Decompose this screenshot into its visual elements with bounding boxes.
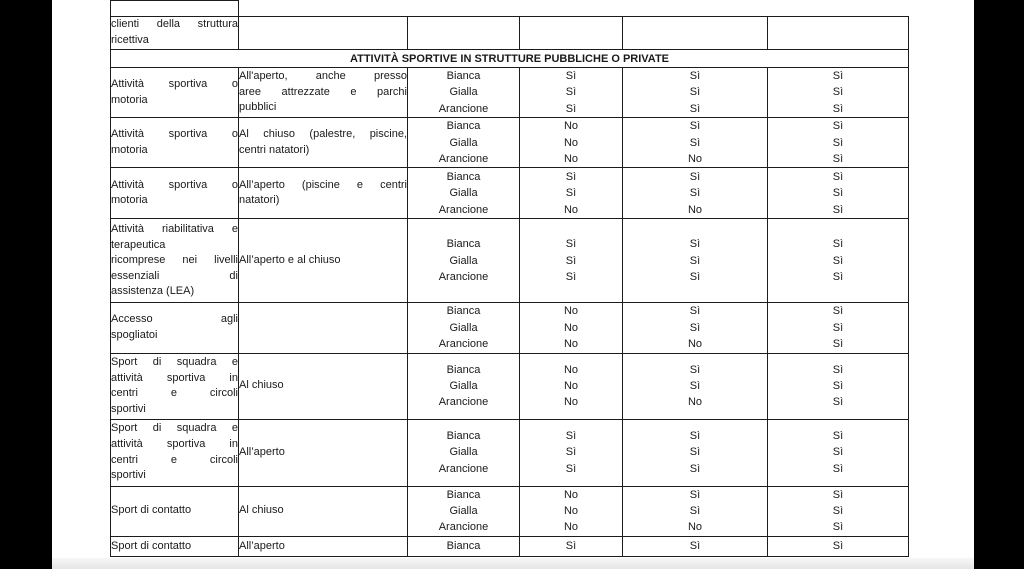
location-cell — [239, 353, 408, 419]
activity-cell-line: essenziali di — [111, 269, 238, 282]
activity-cell-line: Attività sportiva o — [111, 78, 238, 91]
location-cell-line: Al chiuso — [239, 504, 284, 517]
value-cell-line: Sì — [689, 271, 701, 284]
value-cell — [520, 17, 623, 50]
value-cell — [768, 17, 909, 50]
location-cell — [239, 118, 408, 168]
table-row — [111, 17, 909, 50]
value-cell — [768, 303, 909, 353]
value-cell-line: Sì — [832, 153, 844, 166]
value-cell-line: No — [563, 321, 579, 334]
value-cell-line: Sì — [689, 70, 701, 82]
zone-cell-line: Bianca — [446, 170, 481, 183]
value-cell-line: Sì — [689, 305, 701, 318]
activity-cell-line: centri e circoli — [111, 387, 238, 400]
zone-cell-line: Arancione — [438, 153, 489, 166]
zone-cell — [408, 486, 520, 536]
activity-cell-line: terapeutica — [111, 238, 166, 251]
value-cell — [768, 168, 909, 219]
value-cell — [623, 168, 768, 219]
value-cell-line: Sì — [832, 363, 844, 376]
value-cell-line: Sì — [832, 86, 844, 99]
document-page — [52, 0, 974, 569]
value-cell — [768, 486, 909, 536]
value-cell-line: No — [563, 396, 579, 409]
zone-cell-line: Arancione — [438, 462, 489, 475]
value-cell-line: No — [563, 379, 579, 392]
activity-cell — [111, 353, 239, 419]
activity-cell-line: Attività sportiva o — [111, 128, 238, 141]
value-cell — [520, 118, 623, 168]
location-cell-line: centri natatori) — [239, 143, 310, 156]
activity-cell — [111, 536, 239, 556]
activity-cell-line: attività sportiva in — [111, 371, 238, 384]
value-cell — [768, 353, 909, 419]
activity-cell-line: Sport di contatto — [111, 504, 192, 517]
value-cell-line: No — [687, 203, 703, 216]
value-cell-line: No — [687, 338, 703, 351]
zone-cell-line: Bianca — [446, 238, 481, 251]
value-cell-line: Sì — [565, 86, 577, 99]
location-cell-line: All’aperto — [239, 445, 285, 458]
zone-cell-line: Gialla — [449, 379, 478, 392]
value-cell-line: Sì — [565, 254, 577, 267]
location-cell-line: Al chiuso — [239, 379, 284, 392]
value-cell-line: Sì — [565, 238, 577, 251]
value-cell — [623, 536, 768, 556]
value-cell — [520, 219, 623, 303]
value-cell — [768, 118, 909, 168]
activity-cell-line: motoria — [111, 194, 148, 207]
location-cell — [239, 303, 408, 353]
table-row — [111, 68, 909, 118]
activity-cell-line: clienti della struttura — [111, 18, 238, 31]
zone-cell-line: Bianca — [446, 430, 481, 443]
value-cell-line: No — [563, 136, 579, 149]
location-cell-line: Al chiuso (palestre, piscine, — [239, 128, 407, 141]
value-cell-line: Sì — [689, 187, 701, 200]
value-cell-line: No — [563, 521, 579, 534]
table-row — [111, 419, 909, 486]
zone-cell — [408, 219, 520, 303]
value-cell-line: Sì — [832, 203, 844, 216]
location-cell — [239, 168, 408, 219]
zone-cell-line: Arancione — [438, 203, 489, 216]
value-cell-line: Sì — [689, 321, 701, 334]
zone-cell — [408, 168, 520, 219]
value-cell-line: No — [563, 120, 579, 133]
activity-cell-line: ricomprese nei livelli — [111, 254, 238, 267]
zone-cell — [408, 536, 520, 556]
value-cell-line: Sì — [689, 505, 701, 518]
value-cell-line: Sì — [832, 305, 844, 318]
table-row — [111, 118, 909, 168]
value-cell-line: Sì — [832, 238, 844, 251]
value-cell-line: Sì — [689, 540, 701, 553]
value-cell-line: Sì — [832, 102, 844, 115]
zone-cell-line: Arancione — [438, 338, 489, 351]
letterbox-left — [0, 0, 52, 569]
zone-cell — [408, 419, 520, 486]
value-cell-line: Sì — [832, 187, 844, 200]
value-cell — [520, 536, 623, 556]
zone-cell — [408, 303, 520, 353]
table-row — [111, 353, 909, 419]
value-cell-line: No — [687, 521, 703, 534]
activity-cell — [111, 168, 239, 219]
value-cell — [768, 68, 909, 118]
value-cell-line: Sì — [832, 540, 844, 553]
location-cell — [239, 68, 408, 118]
value-cell-line: No — [563, 203, 579, 216]
activity-cell-line: motoria — [111, 93, 148, 106]
value-cell-line: Sì — [832, 136, 844, 149]
value-cell-line: Sì — [832, 396, 844, 409]
location-cell — [239, 419, 408, 486]
value-cell — [623, 303, 768, 353]
main-table — [110, 16, 909, 557]
table-row — [111, 168, 909, 219]
value-cell — [520, 168, 623, 219]
value-cell-line: Sì — [832, 70, 844, 82]
value-cell-line: Sì — [832, 462, 844, 475]
location-cell-line: All'aperto, anche presso — [239, 70, 407, 83]
value-cell-line: Sì — [689, 170, 701, 183]
value-cell-line: Sì — [565, 70, 577, 82]
activity-cell-line: motoria — [111, 143, 148, 156]
value-cell — [520, 68, 623, 118]
activity-cell-line: Sport di squadra e — [111, 355, 238, 368]
zone-cell — [408, 353, 520, 419]
zone-cell-line: Arancione — [438, 521, 489, 534]
value-cell-line: Sì — [689, 379, 701, 392]
zone-cell — [408, 68, 520, 118]
value-cell-line: Sì — [689, 446, 701, 459]
zone-cell-line: Bianca — [446, 305, 481, 318]
value-cell-line: Sì — [689, 86, 701, 99]
zone-cell-line: Gialla — [449, 254, 478, 267]
activity-cell-line: Attività sportiva o — [111, 178, 238, 191]
zone-cell-line: Bianca — [446, 488, 481, 501]
value-cell — [768, 536, 909, 556]
activity-cell-line: Accesso agli — [111, 313, 238, 326]
value-cell-line: Sì — [689, 238, 701, 251]
value-cell-line: Sì — [832, 430, 844, 443]
activity-cell-line: ricettiva — [111, 34, 149, 46]
table-body — [111, 17, 909, 557]
value-cell-line: No — [687, 396, 703, 409]
clipped-row-border — [110, 0, 239, 1]
section-header: ATTIVITÀ SPORTIVE IN STRUTTURE PUBBLICHE O PRIVATE — [111, 50, 909, 68]
value-cell-line: No — [563, 363, 579, 376]
value-cell-line: Sì — [832, 120, 844, 133]
value-cell-line: Sì — [832, 321, 844, 334]
value-cell — [520, 353, 623, 419]
value-cell — [768, 419, 909, 486]
location-cell — [239, 219, 408, 303]
location-cell — [239, 17, 408, 50]
value-cell — [623, 353, 768, 419]
value-cell-line: Sì — [832, 521, 844, 534]
table-row — [111, 486, 909, 536]
value-cell-line: No — [687, 153, 703, 166]
value-cell — [623, 419, 768, 486]
value-cell-line: No — [563, 505, 579, 518]
zone-cell-line: Gialla — [449, 321, 478, 334]
table-row — [111, 219, 909, 303]
zone-cell-line: Arancione — [438, 271, 489, 284]
value-cell-line: Sì — [565, 170, 577, 183]
value-cell-line: Sì — [565, 540, 577, 553]
activity-cell — [111, 219, 239, 303]
value-cell-line: No — [563, 153, 579, 166]
value-cell-line: Sì — [689, 120, 701, 133]
table-row — [111, 303, 909, 353]
zone-cell-line: Bianca — [446, 120, 481, 133]
value-cell-line: Sì — [565, 462, 577, 475]
value-cell-line: No — [563, 338, 579, 351]
value-cell-line: Sì — [832, 170, 844, 183]
table-row — [111, 536, 909, 556]
activity-cell-line: attività sportiva in — [111, 438, 238, 451]
activity-cell-line: spogliatoi — [111, 329, 158, 342]
value-cell — [768, 219, 909, 303]
value-cell-line: Sì — [689, 462, 701, 475]
clipped-row-border-left — [110, 0, 111, 17]
value-cell-line: Sì — [565, 271, 577, 284]
value-cell — [520, 419, 623, 486]
zone-cell-line: Gialla — [449, 136, 478, 149]
activity-cell-line: Sport di contatto — [111, 539, 192, 552]
value-cell — [623, 118, 768, 168]
value-cell-line: Sì — [689, 136, 701, 149]
value-cell-line: Sì — [689, 254, 701, 267]
section-header-row — [111, 50, 909, 68]
zone-cell — [408, 17, 520, 50]
location-cell-line: pubblici — [239, 101, 277, 114]
value-cell-line: Sì — [832, 446, 844, 459]
zone-cell-line: Gialla — [449, 505, 478, 518]
location-cell-line: aree attrezzate e parchi — [239, 85, 407, 98]
value-cell-line: Sì — [565, 430, 577, 443]
location-cell-line: natatori) — [239, 194, 280, 207]
location-cell — [239, 486, 408, 536]
value-cell-line: Sì — [832, 488, 844, 501]
activity-cell-line: Attività riabilitativa e — [111, 222, 238, 235]
activity-cell — [111, 303, 239, 353]
location-cell-line: All’aperto — [239, 539, 285, 552]
value-cell-line: Sì — [832, 379, 844, 392]
activity-cell — [111, 68, 239, 118]
zone-cell — [408, 118, 520, 168]
value-cell — [623, 486, 768, 536]
page-bottom-shadow — [52, 558, 974, 569]
value-cell-line: Sì — [565, 187, 577, 200]
value-cell-line: No — [563, 488, 579, 501]
value-cell-line: Sì — [689, 430, 701, 443]
activity-cell-line: Sport di squadra e — [111, 422, 238, 435]
value-cell — [623, 17, 768, 50]
value-cell — [623, 219, 768, 303]
zone-cell-line: Bianca — [446, 363, 481, 376]
activity-cell-line: sportivi — [111, 402, 146, 415]
zone-cell-line: Bianca — [446, 70, 481, 82]
letterbox-right — [974, 0, 1024, 569]
value-cell-line: Sì — [565, 446, 577, 459]
value-cell-line: Sì — [565, 102, 577, 115]
zone-cell-line: Gialla — [449, 187, 478, 200]
zone-cell-line: Gialla — [449, 86, 478, 99]
location-cell-line: All’aperto e al chiuso — [239, 254, 341, 267]
value-cell-line: Sì — [832, 254, 844, 267]
activity-cell — [111, 419, 239, 486]
value-cell — [520, 486, 623, 536]
zone-cell-line: Bianca — [446, 540, 481, 553]
zone-cell-line: Gialla — [449, 446, 478, 459]
value-cell-line: Sì — [832, 271, 844, 284]
activity-cell-line: sportivi — [111, 469, 146, 482]
activity-cell — [111, 486, 239, 536]
value-cell-line: Sì — [689, 488, 701, 501]
location-cell — [239, 536, 408, 556]
value-cell — [623, 68, 768, 118]
value-cell-line: No — [563, 305, 579, 318]
value-cell-line: Sì — [689, 102, 701, 115]
value-cell-line: Sì — [689, 363, 701, 376]
value-cell — [520, 303, 623, 353]
activity-cell-line: assistenza (LEA) — [111, 285, 195, 298]
zone-cell-line: Arancione — [438, 396, 489, 409]
clipped-row-border-right — [238, 0, 239, 17]
activity-cell — [111, 118, 239, 168]
activity-cell-line: centri e circoli — [111, 453, 238, 466]
activity-cell — [111, 17, 239, 50]
location-cell-line: All’aperto (piscine e centri — [239, 178, 407, 191]
value-cell-line: Sì — [832, 338, 844, 351]
zone-cell-line: Arancione — [438, 102, 489, 115]
value-cell-line: Sì — [832, 505, 844, 518]
